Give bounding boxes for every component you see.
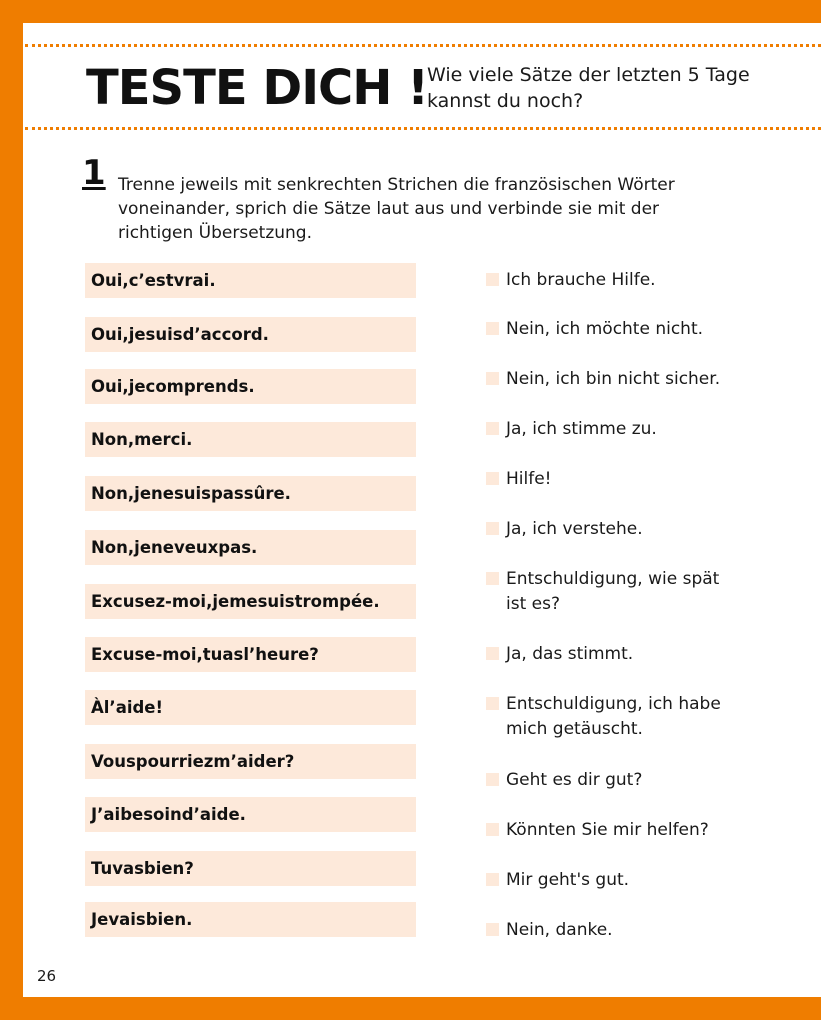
french-phrase-item[interactable]: Vouspourriezm’aider? [85,744,416,779]
frame-left-bar [0,0,23,1020]
french-phrase-item[interactable]: Non,merci. [85,422,416,457]
german-translation-label: Entschuldigung, ich habe mich getäuscht. [506,694,721,739]
german-translation-label: Geht es dir gut? [506,770,643,790]
german-translation-label: Nein, danke. [506,920,613,940]
checkbox-square[interactable] [486,322,499,335]
checkbox-square[interactable] [486,372,499,385]
german-translation-label: Nein, ich bin nicht sicher. [506,369,721,389]
french-phrase-item[interactable]: Excuse-moi,tuasl’heure? [85,637,416,672]
german-translation-label: Ja, ich stimme zu. [506,419,657,439]
frame-top-bar [0,0,821,23]
french-phrase-item[interactable]: J’aibesoind’aide. [85,797,416,832]
german-translation-label: Ja, das stimmt. [506,644,634,664]
checkbox-square[interactable] [486,522,499,535]
french-phrase-item[interactable]: Oui,jesuisd’accord. [85,317,416,352]
german-translation-label: Hilfe! [506,469,552,489]
page-subtitle: Wie viele Sätze der letzten 5 Tage kannst du noch? [427,64,750,112]
checkbox-square[interactable] [486,647,499,660]
french-phrase-item[interactable]: Non,jeneveuxpas. [85,530,416,565]
french-phrase-item[interactable]: Oui,c’estvrai. [85,263,416,298]
task-number: 1 [82,153,106,193]
french-phrase-item[interactable]: Àl’aide! [85,690,416,725]
page-title: TESTE DICH ! [86,60,429,116]
german-translation-label: Ja, ich verstehe. [506,519,643,539]
dotted-divider-bottom [25,127,821,130]
checkbox-square[interactable] [486,823,499,836]
checkbox-square[interactable] [486,273,499,286]
checkbox-square[interactable] [486,472,499,485]
german-translation-label: Mir geht's gut. [506,870,630,890]
french-phrase-item[interactable]: Oui,jecomprends. [85,369,416,404]
german-translation-label: Nein, ich möchte nicht. [506,319,704,339]
french-phrase-item[interactable]: Non,jenesuispassûre. [85,476,416,511]
french-phrase-item[interactable]: Jevaisbien. [85,902,416,937]
french-phrase-item[interactable]: Excusez-moi,jemesuistrompée. [85,584,416,619]
checkbox-square[interactable] [486,697,499,710]
checkbox-square[interactable] [486,422,499,435]
german-translation-label: Ich brauche Hilfe. [506,270,656,290]
german-translation-label: Könnten Sie mir helfen? [506,820,709,840]
task-instruction: Trenne jeweils mit senkrechten Strichen die französischen Wörter voneinander, sprich die Sätze laut aus und verbinde sie mit der richtigen Übersetzung. [118,175,675,243]
checkbox-square[interactable] [486,923,499,936]
checkbox-square[interactable] [486,873,499,886]
checkbox-square[interactable] [486,572,499,585]
german-translation-label: Entschuldigung, wie spät ist es? [506,569,720,614]
page-number: 26 [37,967,57,985]
dotted-divider-top [25,44,821,47]
checkbox-square[interactable] [486,773,499,786]
french-phrase-item[interactable]: Tuvasbien? [85,851,416,886]
frame-bottom-bar [0,997,821,1020]
